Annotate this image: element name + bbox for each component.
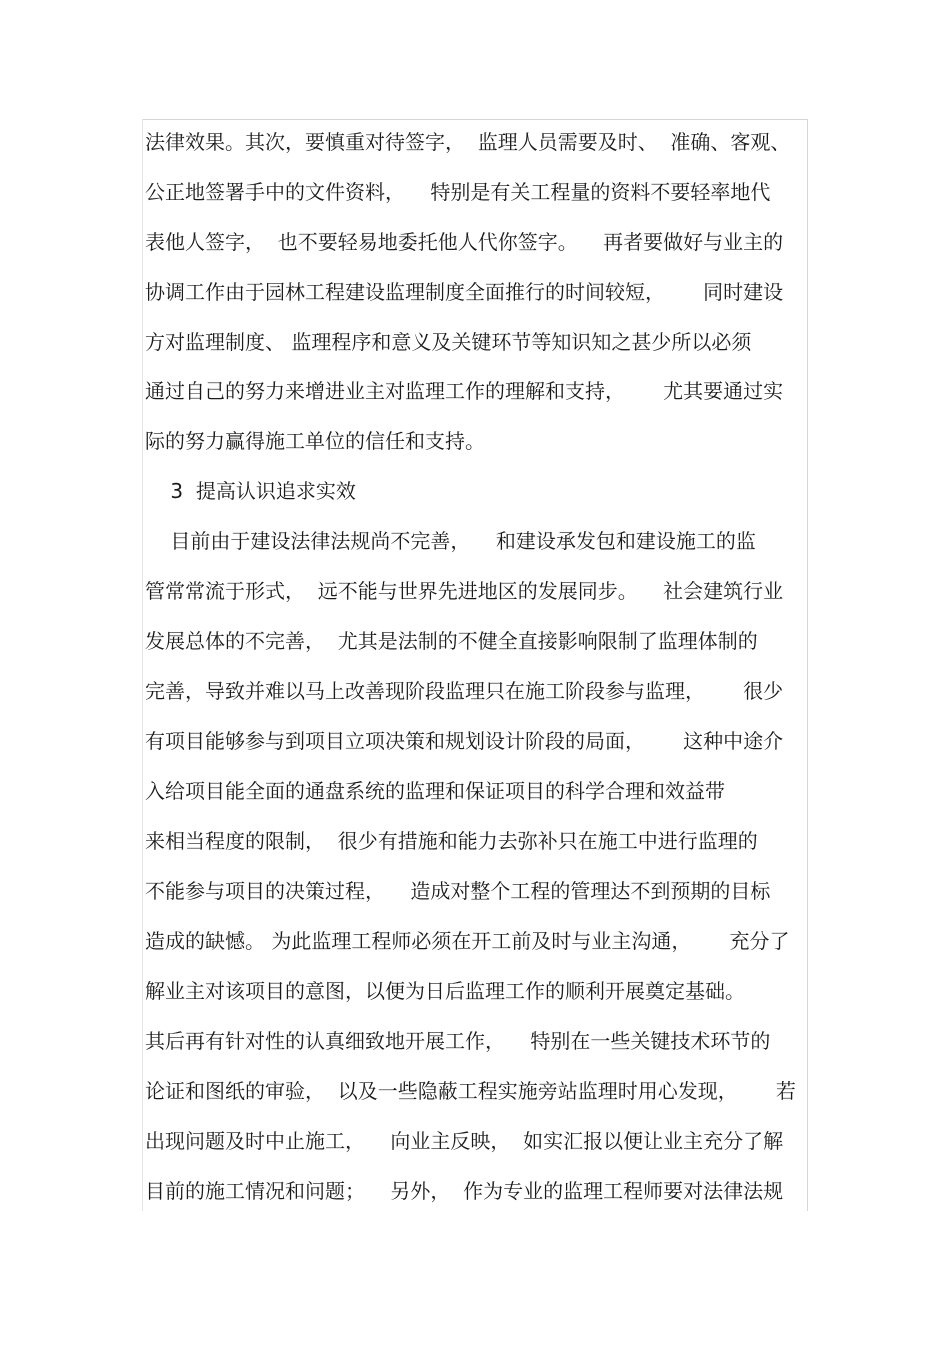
section-heading: 3 提高认识追求实效: [145, 479, 356, 503]
text-line: 造成的缺憾。 为此监理工程师必须在开工前及时与业主沟通， 充分了: [145, 929, 790, 953]
text-line: 其后再有针对性的认真细致地开展工作， 特别在一些关键技术环节的: [145, 1029, 771, 1053]
page-border-left: [142, 119, 143, 1211]
text-line: 不能参与项目的决策过程， 造成对整个工程的管理达不到预期的目标: [145, 879, 771, 903]
text-line: 管常常流于形式， 远不能与世界先进地区的发展同步。 社会建筑行业: [145, 579, 784, 603]
text-line: 表他人签字， 也不要轻易地委托他人代你签字。 再者要做好与业主的: [145, 230, 784, 254]
text-line: 方对监理制度、 监理程序和意义及关键环节等知识知之甚少所以必须: [145, 330, 752, 354]
text-line: 协调工作由于园林工程建设监理制度全面推行的时间较短， 同时建设: [145, 280, 784, 304]
text-line: 出现问题及时中止施工， 向业主反映， 如实汇报以便让业主充分了解: [145, 1129, 784, 1153]
text-line: 入给项目能全面的通盘系统的监理和保证项目的科学合理和效益带: [145, 779, 725, 803]
text-line: 发展总体的不完善， 尤其是法制的不健全直接影响限制了监理体制的: [145, 629, 758, 653]
text-line: 有项目能够参与到项目立项决策和规划设计阶段的局面， 这种中途介: [145, 729, 784, 753]
text-line: 通过自己的努力来增进业主对监理工作的理解和支持， 尤其要通过实: [145, 379, 784, 403]
page-border-top: [142, 119, 808, 120]
text-line: 来相当程度的限制， 很少有措施和能力去弥补只在施工中进行监理的: [145, 829, 758, 853]
text-line: 法律效果。其次，要慎重对待签字， 监理人员需要及时、 准确、客观、: [145, 130, 791, 154]
page-border-right: [807, 119, 808, 1211]
text-line: 际的努力赢得施工单位的信任和支持。: [145, 429, 485, 453]
text-line: 解业主对该项目的意图，以便为日后监理工作的顺利开展奠定基础。: [145, 979, 745, 1003]
text-line: 目前由于建设法律法规尚不完善， 和建设承发包和建设施工的监: [145, 529, 756, 553]
text-line: 论证和图纸的审验， 以及一些隐蔽工程实施旁站监理时用心发现， 若: [145, 1079, 796, 1103]
text-line: 完善，导致并难以马上改善现阶段监理只在施工阶段参与监理， 很少: [145, 679, 784, 703]
text-line: 目前的施工情况和问题； 另外， 作为专业的监理工程师要对法律法规: [145, 1179, 784, 1203]
text-line: 公正地签署手中的文件资料， 特别是有关工程量的资料不要轻率地代: [145, 180, 771, 204]
